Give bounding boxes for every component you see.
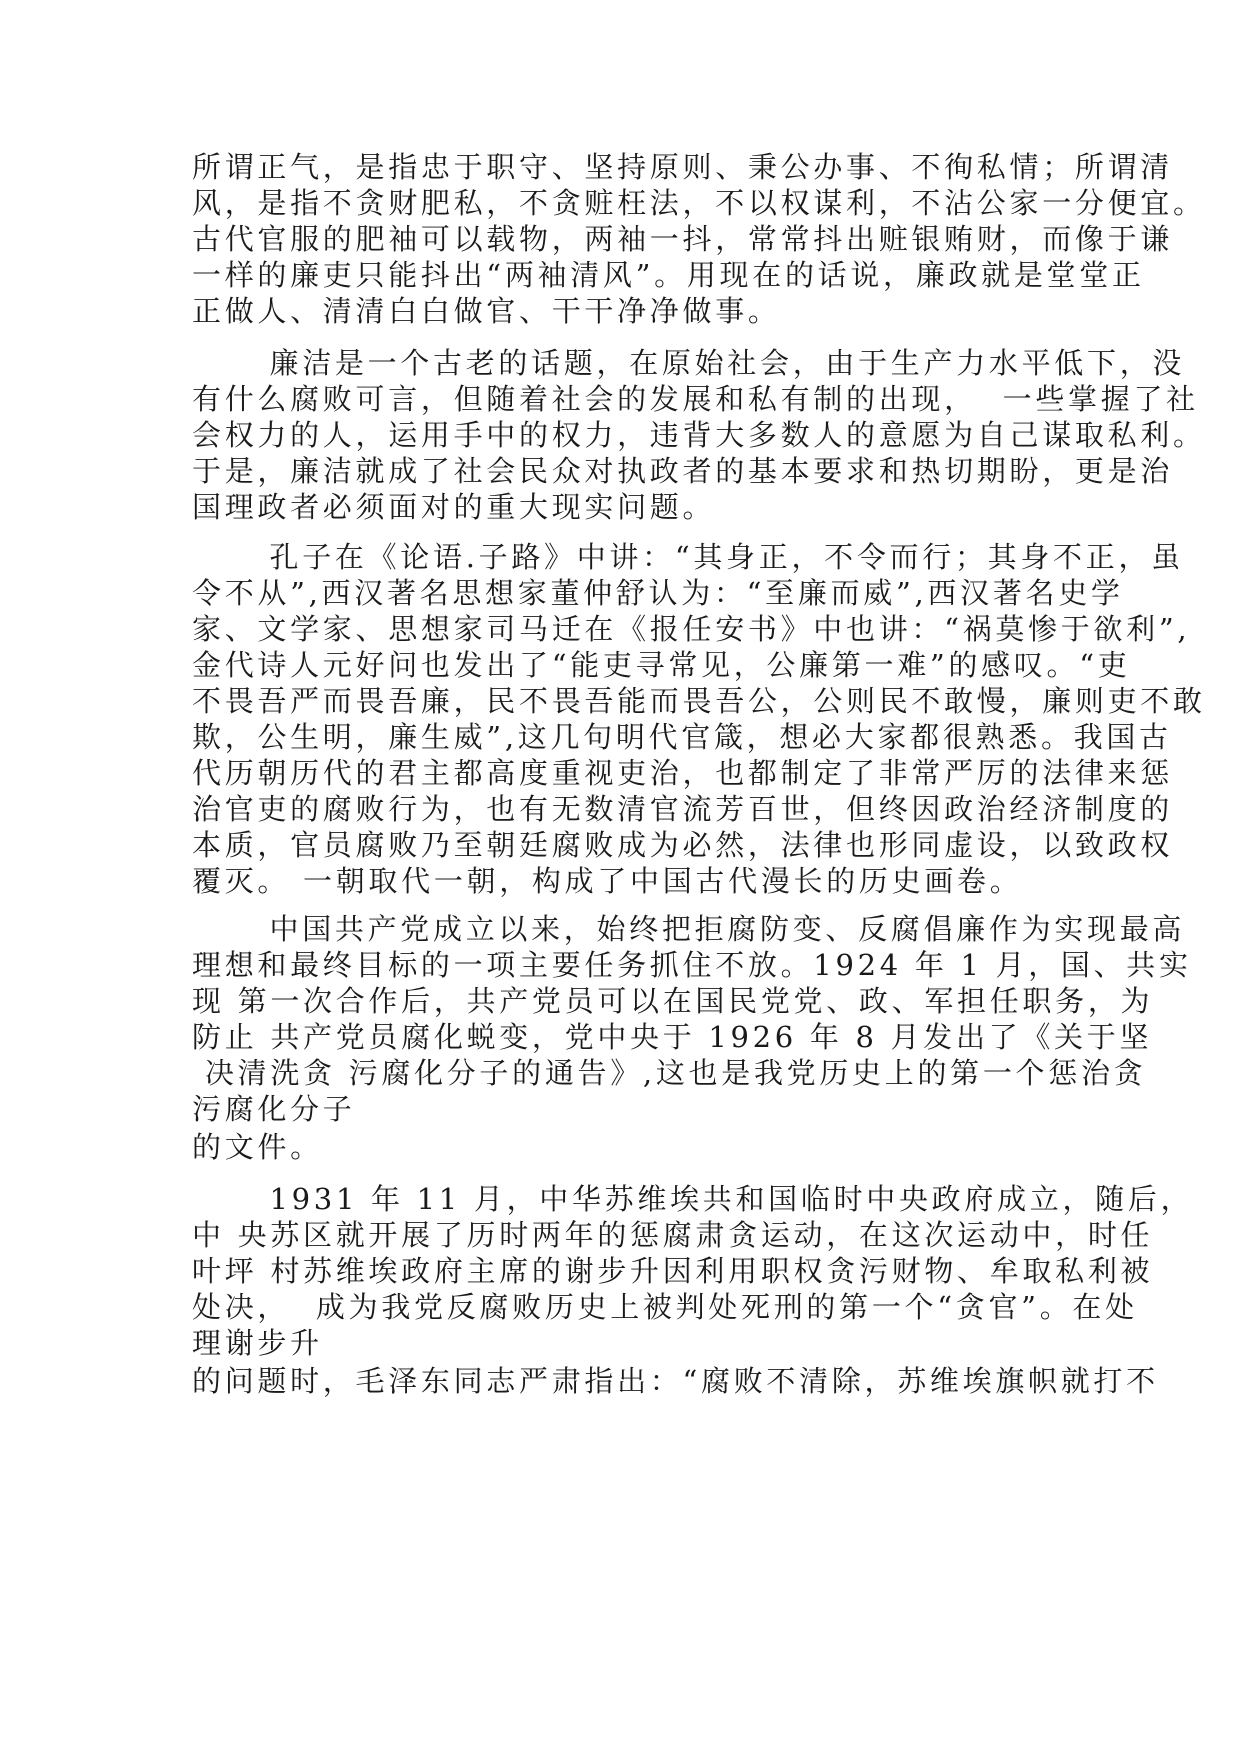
text-line: 现 第一次合作后，共产党员可以在国民党党、政、军担任职务，为 (192, 984, 1154, 1018)
text-line: 家、文学家、思想家司马迁在《报任安书》中也讲：“祸莫惨于欲利”, (192, 612, 1191, 646)
text-line: 令不从”,西汉著名思想家董仲舒认为：“至廉而威”,西汉著名史学 (192, 576, 1124, 610)
text-line: 理谢步升 (192, 1326, 323, 1360)
text-line: 处决， 成为我党反腐败历史上被判处死刑的第一个“贪官”。在处 (192, 1290, 1138, 1324)
text-line: 的文件。 (192, 1130, 323, 1164)
text-line: 叶坪 村苏维埃政府主席的谢步升因利用职权贪污财物、牟取私利被 (192, 1254, 1154, 1288)
text-line: 决清洗贪 污腐化分子的通告》,这也是我党历史上的第一个惩治贪 (192, 1056, 1147, 1090)
text-line: 防止 共产党员腐化蜕变，党中央于 1926 年 8 月发出了《关于坚 (192, 1020, 1153, 1054)
text-line: 会权力的人，运用手中的权力，违背大多数人的意愿为自己谋取私利。 (192, 418, 1206, 452)
text-line: 风，是指不贪财肥私，不贪赃枉法，不以权谋利，不沾公家一分便宜。 (192, 186, 1206, 220)
text-line: 金代诗人元好问也发出了“能吏寻常见，公廉第一难”的感叹。“吏 (192, 648, 1131, 682)
text-line: 一样的廉吏只能抖出“两袖清风”。用现在的话说，廉政就是堂堂正 (192, 258, 1145, 292)
text-line: 中国共产党成立以来，始终把拒腐防变、反腐倡廉作为实现最高 (192, 912, 1186, 946)
text-line: 污腐化分子 (192, 1092, 356, 1126)
text-line: 的问题时，毛泽东同志严肃指出：“腐败不清除，苏维埃旗帜就打不 (192, 1364, 1159, 1398)
text-line: 不畏吾严而畏吾廉，民不畏吾能而畏吾公，公则民不敢慢，廉则吏不敢 (192, 684, 1206, 718)
text-line: 古代官服的肥袖可以载物，两袖一抖，常常抖出赃银贿财，而像于谦 (192, 222, 1174, 256)
text-line: 代历朝历代的君主都高度重视吏治，也都制定了非常严厉的法律来惩 (192, 756, 1174, 790)
text-line: 国理政者必须面对的重大现实问题。 (192, 490, 716, 524)
text-line: 覆灭。 一朝取代一朝，构成了中国古代漫长的历史画卷。 (192, 864, 1023, 898)
text-line: 孔子在《论语.子路》中讲：“其身正，不令而行；其身不正，虽 (192, 540, 1184, 574)
text-line: 中 央苏区就开展了历时两年的惩腐肃贪运动，在这次运动中，时任 (192, 1218, 1154, 1252)
text-line: 欺，公生明，廉生威”,这几句明代官箴，想必大家都很熟悉。我国古 (192, 720, 1172, 754)
text-line: 有什么腐败可言，但随着社会的发展和私有制的出现， 一些掌握了社 (192, 382, 1199, 416)
text-line: 正做人、清清白白做官、干干净净做事。 (192, 294, 781, 328)
text-line: 1931 年 11 月，中华苏维埃共和国临时中央政府成立，随后， (192, 1182, 1194, 1216)
text-line: 理想和最终目标的一项主要任务抓住不放。1924 年 1 月，国、共实 (192, 948, 1192, 982)
text-line: 本质，官员腐败乃至朝廷腐败成为必然，法律也形同虚设，以致政权 (192, 828, 1174, 862)
text-line: 所谓正气，是指忠于职守、坚持原则、秉公办事、不徇私情；所谓清 (192, 150, 1174, 184)
text-line: 廉洁是一个古老的话题，在原始社会，由于生产力水平低下，没 (192, 346, 1186, 380)
text-line: 于是，廉洁就成了社会民众对执政者的基本要求和热切期盼，更是治 (192, 454, 1174, 488)
text-line: 治官吏的腐败行为，也有无数清官流芳百世，但终因政治经济制度的 (192, 792, 1174, 826)
